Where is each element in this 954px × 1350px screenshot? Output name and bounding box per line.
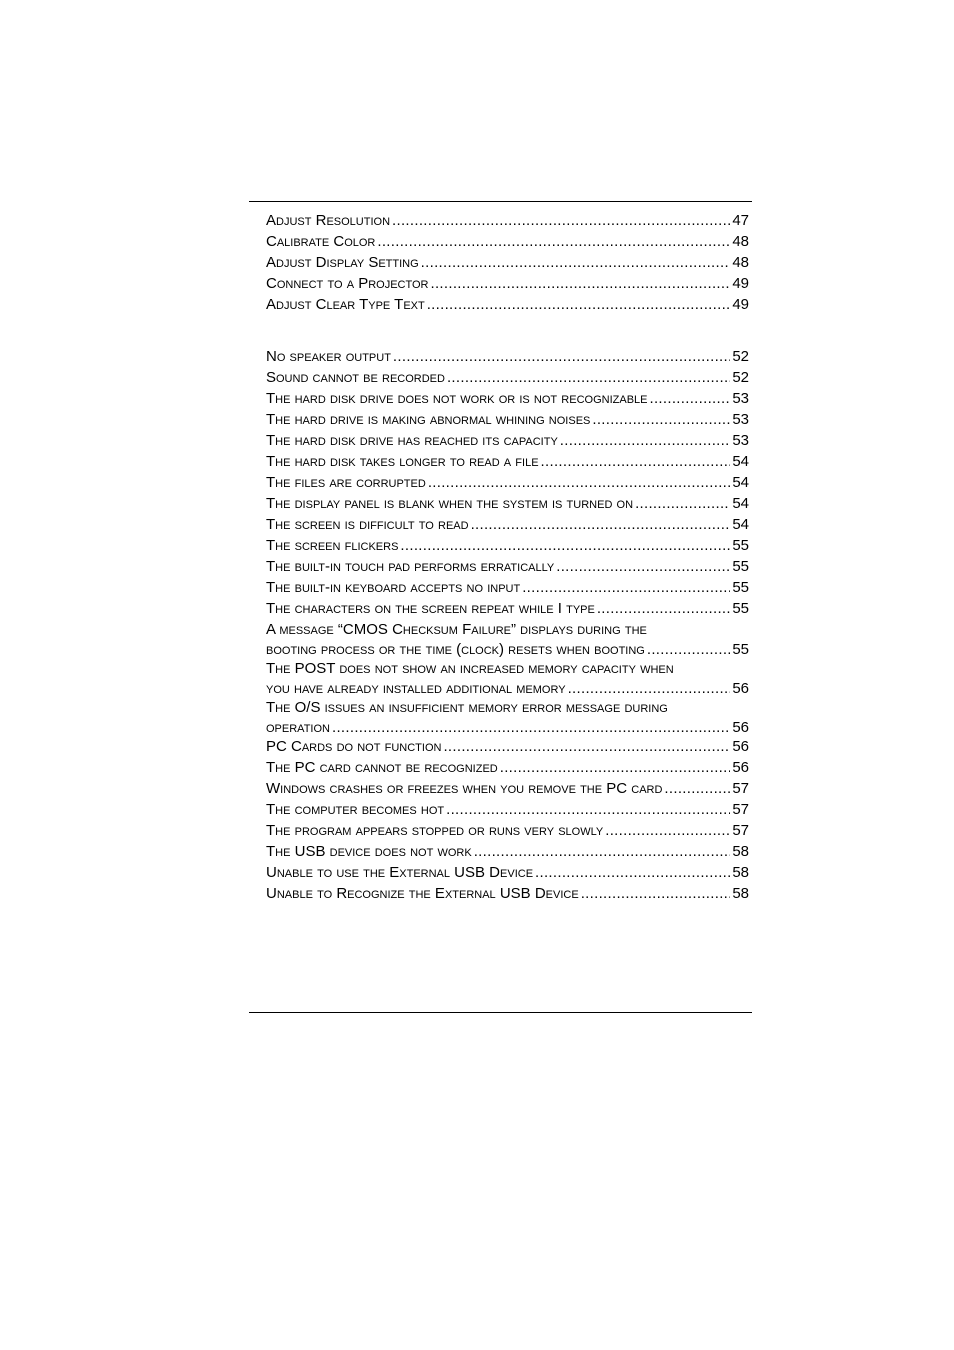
- toc-entry[interactable]: [266, 577, 749, 598]
- toc-leader-dots: [471, 514, 731, 535]
- toc-entry-title: Windows crashes or freezes when you remove the PC card: [266, 780, 663, 797]
- toc-leader-dots: [541, 451, 731, 472]
- toc-entry-title-line1: The O/S issues an insufficient memory error message during: [266, 699, 668, 716]
- toc-entry-title: The hard disk takes longer to read a file: [266, 453, 539, 470]
- toc-entry[interactable]: [266, 472, 749, 493]
- toc-entry-page: 56: [732, 719, 749, 736]
- toc-leader-dots: [650, 388, 731, 409]
- toc-entry-title: The screen is difficult to read: [266, 516, 469, 533]
- toc-entry-page: 55: [732, 600, 749, 617]
- toc-leader-dots: [427, 294, 731, 315]
- toc-entry-title: The built-in keyboard accepts no input: [266, 579, 521, 596]
- toc-entry-title: PC Cards do not function: [266, 738, 442, 755]
- toc-entry-title: Adjust Display Setting: [266, 254, 419, 271]
- toc-entry-page: 54: [732, 474, 749, 491]
- toc-leader-dots: [443, 736, 730, 757]
- toc-entry[interactable]: [266, 660, 749, 697]
- toc-entry-title-line2: operation: [266, 719, 330, 736]
- toc-entry-page: 52: [732, 369, 749, 386]
- toc-entry-page: 57: [732, 780, 749, 797]
- toc-entry-page: 57: [732, 801, 749, 818]
- toc-entry-page: 55: [732, 641, 749, 658]
- toc-leader-dots: [377, 231, 730, 252]
- toc-entry[interactable]: [266, 757, 749, 778]
- toc-entry-title: Sound cannot be recorded: [266, 369, 445, 386]
- toc-leader-dots: [635, 493, 730, 514]
- toc-entry[interactable]: [266, 736, 749, 757]
- toc-entry[interactable]: [266, 778, 749, 799]
- toc-leader-dots: [568, 678, 731, 699]
- toc-entry[interactable]: [266, 273, 749, 294]
- toc-entry-title: The screen flickers: [266, 537, 399, 554]
- toc-leader-dots: [556, 556, 730, 577]
- toc-leader-dots: [446, 799, 730, 820]
- toc-leader-dots: [664, 778, 730, 799]
- toc-leader-dots: [522, 577, 730, 598]
- toc-entry-page: 55: [732, 579, 749, 596]
- toc-entry[interactable]: [266, 820, 749, 841]
- toc-leader-dots: [597, 598, 730, 619]
- toc-entry-title: Connect to a Projector: [266, 275, 429, 292]
- toc-entry-title: Unable to use the External USB Device: [266, 864, 534, 881]
- toc-entry[interactable]: [266, 346, 749, 367]
- toc-entry-page: 58: [732, 843, 749, 860]
- toc-entry-title: The characters on the screen repeat while I type: [266, 600, 595, 617]
- toc-leader-dots: [447, 367, 730, 388]
- toc-entry-title: Calibrate Color: [266, 233, 376, 250]
- toc-leader-dots: [332, 717, 730, 738]
- toc-entry[interactable]: [266, 451, 749, 472]
- toc-entry[interactable]: [266, 231, 749, 252]
- toc-entry-page: 49: [732, 296, 749, 313]
- toc-entry-page: 58: [732, 885, 749, 902]
- toc-entry[interactable]: [266, 409, 749, 430]
- bottom-rule: [249, 1012, 752, 1013]
- toc-entry[interactable]: [266, 862, 749, 883]
- toc-display-section: [266, 210, 749, 315]
- toc-entry-title: The display panel is blank when the system is turned on: [266, 495, 634, 512]
- toc-troubleshooting-section: [266, 346, 749, 904]
- toc-leader-dots: [431, 273, 731, 294]
- toc-entry-title: The hard disk drive does not work or is not recognizable: [266, 390, 648, 407]
- toc-entry-page: 56: [732, 759, 749, 776]
- toc-leader-dots: [428, 472, 731, 493]
- top-rule: [249, 201, 752, 202]
- toc-leader-dots: [592, 409, 730, 430]
- toc-entry-title: The program appears stopped or runs very slowly: [266, 822, 604, 839]
- toc-entry-title: The built-in touch pad performs erratically: [266, 558, 555, 575]
- toc-leader-dots: [581, 883, 731, 904]
- toc-entry[interactable]: [266, 367, 749, 388]
- toc-leader-dots: [605, 820, 730, 841]
- toc-entry[interactable]: [266, 252, 749, 273]
- toc-entry[interactable]: [266, 430, 749, 451]
- toc-entry-page: 57: [732, 822, 749, 839]
- toc-entry-title-line2: you have already installed additional memory: [266, 680, 566, 697]
- toc-entry-title-line1: The POST does not show an increased memory capacity when: [266, 660, 674, 677]
- toc-leader-dots: [421, 252, 731, 273]
- toc-leader-dots: [647, 639, 730, 660]
- toc-entry[interactable]: [266, 621, 749, 658]
- toc-entry-page: 56: [732, 738, 749, 755]
- toc-entry-title-line2: booting process or the time (clock) resets when booting: [266, 641, 645, 658]
- toc-entry-page: 49: [732, 275, 749, 292]
- toc-entry[interactable]: [266, 556, 749, 577]
- toc-entry-page: 55: [732, 558, 749, 575]
- toc-entry-page: 48: [732, 233, 749, 250]
- toc-entry-page: 55: [732, 537, 749, 554]
- toc-entry-title: The USB device does not work: [266, 843, 472, 860]
- toc-entry[interactable]: [266, 493, 749, 514]
- toc-entry-page: 53: [732, 390, 749, 407]
- toc-entry-page: 52: [732, 348, 749, 365]
- toc-entry[interactable]: [266, 699, 749, 736]
- toc-entry-page: 48: [732, 254, 749, 271]
- toc-entry[interactable]: [266, 799, 749, 820]
- toc-entry-page: 54: [732, 453, 749, 470]
- toc-entry[interactable]: [266, 210, 749, 231]
- toc-entry-title: The hard drive is making abnormal whining noises: [266, 411, 591, 428]
- toc-leader-dots: [560, 430, 731, 451]
- toc-entry-title: No speaker output: [266, 348, 391, 365]
- toc-entry-title-line1: A message “CMOS Checksum Failure” displays during the: [266, 621, 647, 638]
- toc-entry-page: 56: [732, 680, 749, 697]
- toc-entry-title: Adjust Clear Type Text: [266, 296, 425, 313]
- toc-entry[interactable]: [266, 883, 749, 904]
- toc-entry-page: 54: [732, 495, 749, 512]
- toc-entry-page: 58: [732, 864, 749, 881]
- toc-leader-dots: [393, 346, 730, 367]
- toc-entry-title: Adjust Resolution: [266, 212, 391, 229]
- toc-entry-page: 53: [732, 411, 749, 428]
- toc-entry[interactable]: [266, 514, 749, 535]
- toc-leader-dots: [400, 535, 730, 556]
- toc-entry-title: The computer becomes hot: [266, 801, 445, 818]
- toc-entry-page: 53: [732, 432, 749, 449]
- toc-entry-title: The hard disk drive has reached its capacity: [266, 432, 558, 449]
- toc-entry[interactable]: [266, 598, 749, 619]
- toc-entry-page: 54: [732, 516, 749, 533]
- toc-entry-page: 47: [732, 212, 749, 229]
- toc-entry[interactable]: [266, 535, 749, 556]
- toc-entry-title: The files are corrupted: [266, 474, 426, 491]
- toc-entry-title: The PC card cannot be recognized: [266, 759, 498, 776]
- toc-entry[interactable]: [266, 294, 749, 315]
- toc-leader-dots: [500, 757, 731, 778]
- toc-entry-title: Unable to Recognize the External USB Device: [266, 885, 579, 902]
- toc-leader-dots: [392, 210, 730, 231]
- toc-entry[interactable]: [266, 388, 749, 409]
- toc-leader-dots: [535, 862, 730, 883]
- toc-entry[interactable]: [266, 841, 749, 862]
- toc-leader-dots: [474, 841, 731, 862]
